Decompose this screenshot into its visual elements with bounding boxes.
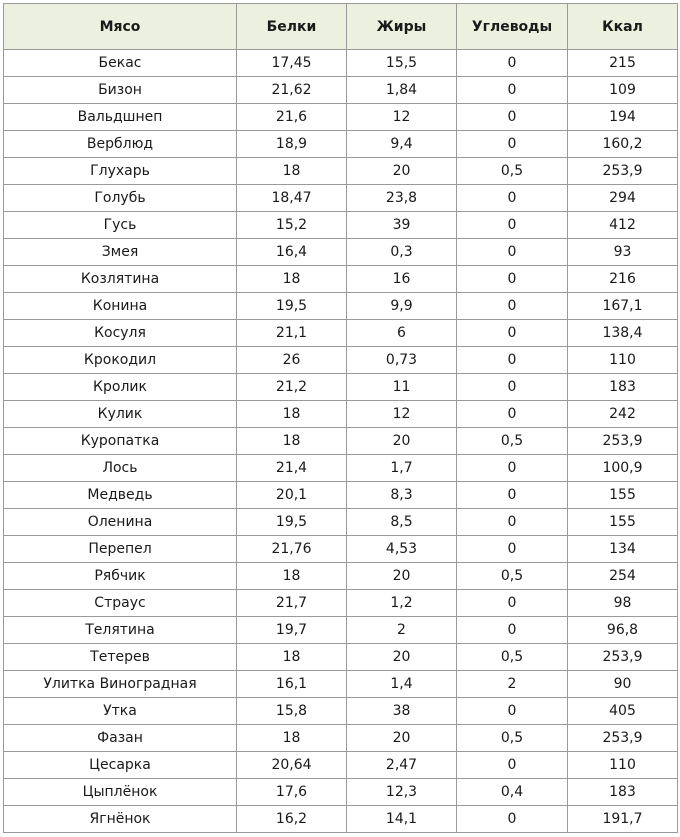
cell-kcal: 405 <box>568 698 678 725</box>
cell-meat: Козлятина <box>4 266 237 293</box>
cell-protein: 17,6 <box>237 779 347 806</box>
cell-carbs: 0,5 <box>457 428 568 455</box>
table-row <box>4 347 678 374</box>
table-row <box>4 374 678 401</box>
cell-kcal: 160,2 <box>568 131 678 158</box>
cell-carbs: 0 <box>457 401 568 428</box>
cell-protein: 19,5 <box>237 509 347 536</box>
cell-meat: Цесарка <box>4 752 237 779</box>
cell-carbs: 0 <box>457 104 568 131</box>
cell-meat: Конина <box>4 293 237 320</box>
cell-kcal: 183 <box>568 779 678 806</box>
table-row <box>4 536 678 563</box>
cell-meat: Страус <box>4 590 237 617</box>
cell-fat: 6 <box>347 320 457 347</box>
cell-carbs: 0 <box>457 239 568 266</box>
cell-carbs: 0 <box>457 374 568 401</box>
cell-kcal: 155 <box>568 509 678 536</box>
table-row <box>4 428 678 455</box>
cell-protein: 21,6 <box>237 104 347 131</box>
cell-carbs: 0 <box>457 266 568 293</box>
cell-fat: 0,3 <box>347 239 457 266</box>
cell-fat: 12 <box>347 401 457 428</box>
cell-fat: 1,4 <box>347 671 457 698</box>
column-header-carbs: Углеводы <box>457 4 568 50</box>
table-row <box>4 320 678 347</box>
cell-carbs: 0 <box>457 212 568 239</box>
cell-meat: Гусь <box>4 212 237 239</box>
cell-carbs: 0 <box>457 50 568 77</box>
table-row <box>4 779 678 806</box>
cell-carbs: 0 <box>457 482 568 509</box>
cell-fat: 20 <box>347 563 457 590</box>
cell-kcal: 155 <box>568 482 678 509</box>
cell-meat: Телятина <box>4 617 237 644</box>
cell-fat: 9,4 <box>347 131 457 158</box>
cell-meat: Глухарь <box>4 158 237 185</box>
cell-fat: 8,3 <box>347 482 457 509</box>
cell-fat: 23,8 <box>347 185 457 212</box>
cell-fat: 12 <box>347 104 457 131</box>
cell-kcal: 183 <box>568 374 678 401</box>
table-row <box>4 212 678 239</box>
table-row <box>4 293 678 320</box>
cell-fat: 20 <box>347 725 457 752</box>
cell-fat: 9,9 <box>347 293 457 320</box>
cell-fat: 1,7 <box>347 455 457 482</box>
cell-fat: 39 <box>347 212 457 239</box>
table-row <box>4 131 678 158</box>
cell-fat: 38 <box>347 698 457 725</box>
column-header-protein: Белки <box>237 4 347 50</box>
cell-kcal: 412 <box>568 212 678 239</box>
cell-protein: 18 <box>237 644 347 671</box>
cell-kcal: 253,9 <box>568 644 678 671</box>
table-row <box>4 698 678 725</box>
cell-fat: 2,47 <box>347 752 457 779</box>
table-row <box>4 617 678 644</box>
table-row <box>4 401 678 428</box>
cell-meat: Кулик <box>4 401 237 428</box>
cell-meat: Верблюд <box>4 131 237 158</box>
cell-protein: 17,45 <box>237 50 347 77</box>
cell-meat: Кролик <box>4 374 237 401</box>
cell-kcal: 110 <box>568 752 678 779</box>
cell-meat: Оленина <box>4 509 237 536</box>
cell-fat: 2 <box>347 617 457 644</box>
cell-carbs: 0 <box>457 77 568 104</box>
cell-protein: 20,64 <box>237 752 347 779</box>
cell-fat: 11 <box>347 374 457 401</box>
cell-protein: 18 <box>237 158 347 185</box>
cell-protein: 16,4 <box>237 239 347 266</box>
cell-kcal: 110 <box>568 347 678 374</box>
cell-kcal: 90 <box>568 671 678 698</box>
table-row <box>4 725 678 752</box>
cell-carbs: 0 <box>457 536 568 563</box>
cell-meat: Тетерев <box>4 644 237 671</box>
header-row <box>4 4 678 50</box>
column-header-meat: Мясо <box>4 4 237 50</box>
cell-carbs: 0 <box>457 509 568 536</box>
cell-kcal: 215 <box>568 50 678 77</box>
table-row <box>4 482 678 509</box>
cell-meat: Улитка Виноградная <box>4 671 237 698</box>
cell-carbs: 2 <box>457 671 568 698</box>
cell-meat: Косуля <box>4 320 237 347</box>
table-row <box>4 185 678 212</box>
cell-kcal: 167,1 <box>568 293 678 320</box>
cell-kcal: 98 <box>568 590 678 617</box>
cell-fat: 1,84 <box>347 77 457 104</box>
cell-protein: 21,62 <box>237 77 347 104</box>
cell-meat: Голубь <box>4 185 237 212</box>
table-row <box>4 563 678 590</box>
cell-kcal: 100,9 <box>568 455 678 482</box>
cell-kcal: 194 <box>568 104 678 131</box>
cell-meat: Ягнёнок <box>4 806 237 833</box>
cell-carbs: 0,5 <box>457 158 568 185</box>
table-row <box>4 104 678 131</box>
table-row <box>4 158 678 185</box>
cell-carbs: 0 <box>457 590 568 617</box>
cell-kcal: 294 <box>568 185 678 212</box>
table-body <box>4 50 678 833</box>
table-header <box>4 4 678 50</box>
cell-meat: Рябчик <box>4 563 237 590</box>
cell-carbs: 0 <box>457 320 568 347</box>
cell-fat: 20 <box>347 644 457 671</box>
table-row <box>4 239 678 266</box>
cell-protein: 18,9 <box>237 131 347 158</box>
cell-fat: 14,1 <box>347 806 457 833</box>
cell-protein: 20,1 <box>237 482 347 509</box>
table-row <box>4 752 678 779</box>
cell-fat: 8,5 <box>347 509 457 536</box>
cell-carbs: 0 <box>457 131 568 158</box>
cell-protein: 18 <box>237 428 347 455</box>
column-header-kcal: Ккал <box>568 4 678 50</box>
table-row <box>4 590 678 617</box>
cell-meat: Куропатка <box>4 428 237 455</box>
cell-meat: Бекас <box>4 50 237 77</box>
cell-protein: 18 <box>237 563 347 590</box>
cell-meat: Утка <box>4 698 237 725</box>
cell-meat: Перепел <box>4 536 237 563</box>
table-row <box>4 671 678 698</box>
nutrition-table <box>3 3 678 833</box>
cell-protein: 21,76 <box>237 536 347 563</box>
cell-protein: 18 <box>237 266 347 293</box>
cell-carbs: 0,5 <box>457 644 568 671</box>
cell-protein: 16,2 <box>237 806 347 833</box>
cell-protein: 15,2 <box>237 212 347 239</box>
cell-protein: 15,8 <box>237 698 347 725</box>
cell-kcal: 253,9 <box>568 725 678 752</box>
cell-kcal: 253,9 <box>568 158 678 185</box>
cell-kcal: 242 <box>568 401 678 428</box>
cell-carbs: 0 <box>457 347 568 374</box>
column-header-fat: Жиры <box>347 4 457 50</box>
cell-protein: 21,1 <box>237 320 347 347</box>
table-row <box>4 806 678 833</box>
cell-carbs: 0 <box>457 293 568 320</box>
cell-fat: 4,53 <box>347 536 457 563</box>
table-row <box>4 50 678 77</box>
cell-carbs: 0 <box>457 617 568 644</box>
cell-meat: Бизон <box>4 77 237 104</box>
cell-protein: 16,1 <box>237 671 347 698</box>
cell-kcal: 253,9 <box>568 428 678 455</box>
cell-protein: 18 <box>237 725 347 752</box>
cell-fat: 16 <box>347 266 457 293</box>
cell-meat: Вальдшнеп <box>4 104 237 131</box>
cell-kcal: 191,7 <box>568 806 678 833</box>
cell-protein: 19,7 <box>237 617 347 644</box>
cell-protein: 26 <box>237 347 347 374</box>
cell-kcal: 138,4 <box>568 320 678 347</box>
cell-fat: 20 <box>347 428 457 455</box>
table-row <box>4 509 678 536</box>
cell-fat: 20 <box>347 158 457 185</box>
cell-kcal: 134 <box>568 536 678 563</box>
cell-carbs: 0,5 <box>457 563 568 590</box>
cell-carbs: 0 <box>457 806 568 833</box>
cell-meat: Лось <box>4 455 237 482</box>
cell-carbs: 0 <box>457 185 568 212</box>
cell-carbs: 0 <box>457 455 568 482</box>
cell-fat: 0,73 <box>347 347 457 374</box>
cell-meat: Цыплёнок <box>4 779 237 806</box>
cell-protein: 21,4 <box>237 455 347 482</box>
cell-protein: 21,2 <box>237 374 347 401</box>
cell-meat: Змея <box>4 239 237 266</box>
cell-meat: Крокодил <box>4 347 237 374</box>
table-row <box>4 266 678 293</box>
table-row <box>4 77 678 104</box>
cell-protein: 18,47 <box>237 185 347 212</box>
cell-kcal: 254 <box>568 563 678 590</box>
cell-fat: 12,3 <box>347 779 457 806</box>
cell-fat: 1,2 <box>347 590 457 617</box>
table-row <box>4 644 678 671</box>
cell-carbs: 0 <box>457 752 568 779</box>
cell-kcal: 109 <box>568 77 678 104</box>
table-row <box>4 455 678 482</box>
cell-protein: 19,5 <box>237 293 347 320</box>
cell-meat: Медведь <box>4 482 237 509</box>
cell-kcal: 93 <box>568 239 678 266</box>
cell-kcal: 216 <box>568 266 678 293</box>
cell-carbs: 0,4 <box>457 779 568 806</box>
cell-meat: Фазан <box>4 725 237 752</box>
cell-protein: 18 <box>237 401 347 428</box>
cell-fat: 15,5 <box>347 50 457 77</box>
cell-kcal: 96,8 <box>568 617 678 644</box>
cell-carbs: 0 <box>457 698 568 725</box>
cell-carbs: 0,5 <box>457 725 568 752</box>
cell-protein: 21,7 <box>237 590 347 617</box>
